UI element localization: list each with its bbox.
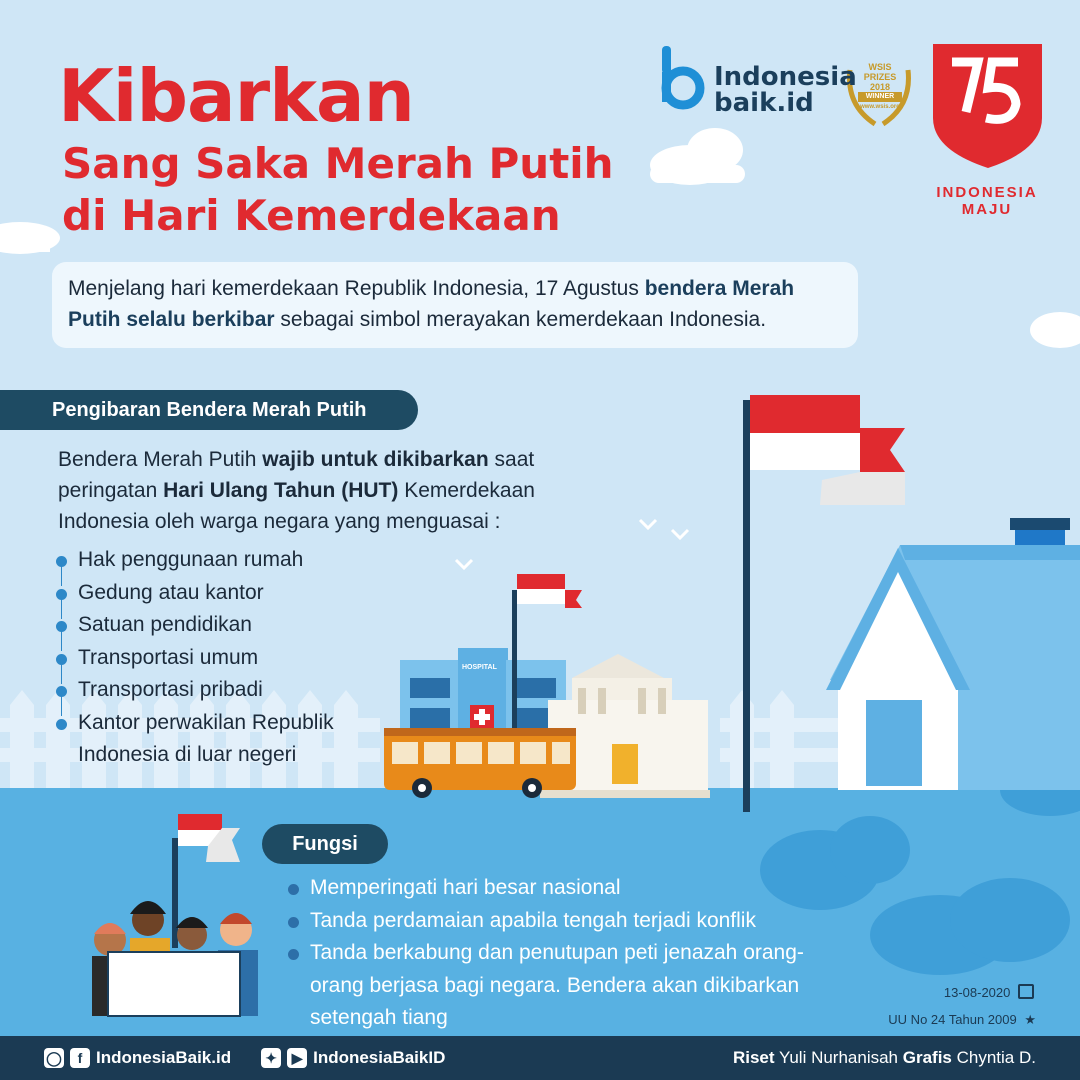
law-info <box>840 1012 1036 1028</box>
list-item: Hak penggunaan rumah <box>56 544 386 577</box>
wsis-award-text <box>858 62 902 112</box>
section1-body <box>58 444 578 537</box>
bus-illustration <box>384 728 576 798</box>
footer-handle-right[interactable]: IndonesiaBaikID <box>313 1048 446 1067</box>
riset-name: Yuli Nurhanisah <box>778 1048 899 1067</box>
indonesia-maju-line2: MAJU <box>961 201 1013 218</box>
title-line-2: Sang Saka Merah Putih <box>62 139 614 188</box>
section1-heading: Pengibaran Bendera Merah Putih <box>0 390 418 430</box>
indonesia-maju-line1: INDONESIA <box>936 184 1038 201</box>
grafis-label: Grafis <box>902 1048 952 1067</box>
title-lines <box>62 138 614 242</box>
intro-text-b: sebagai simbol merayakan kemerdekaan Indonesia. <box>274 308 767 331</box>
facebook-icon[interactable]: f <box>70 1048 90 1068</box>
wsis-url: www.wsis.org <box>860 104 900 110</box>
riset-label: Riset <box>732 1048 775 1067</box>
section1-bold2: Hari Ulang Tahun (HUT) <box>163 479 399 502</box>
footer-handle-left[interactable]: IndonesiaBaik.id <box>96 1048 232 1067</box>
indonesiabaik-logo-text <box>714 64 857 116</box>
section1-list <box>56 544 386 772</box>
logo-text-line2: baik.id <box>714 88 814 118</box>
intro-box <box>52 262 858 348</box>
date-text: 13-08-2020 <box>943 985 1011 1000</box>
footer <box>0 1036 1080 1080</box>
section1-body-b: saat peringatan <box>58 448 535 502</box>
wsis-line4: WINNER <box>858 92 902 102</box>
footer-social <box>44 1048 445 1068</box>
youtube-icon[interactable]: ▶ <box>287 1048 307 1068</box>
list-item: Gedung atau kantor <box>56 577 386 610</box>
wsis-line1: WSIS <box>868 62 892 72</box>
instagram-icon[interactable]: ◯ <box>44 1048 64 1068</box>
wsis-line2: PRIZES <box>863 72 897 82</box>
grafis-name: Chyntia D. <box>956 1048 1036 1067</box>
section1-body-a: Bendera Merah Putih <box>58 448 263 471</box>
list-item: Memperingati hari besar nasional <box>288 872 808 905</box>
house-illustration <box>826 518 1080 790</box>
calendar-icon <box>1018 984 1034 999</box>
pin-icon: ★ <box>1024 1012 1036 1027</box>
title-line-3: di Hari Kemerdekaan <box>62 191 561 240</box>
list-item: Tanda perdamaian apabila tengah terjadi konflik <box>288 905 808 938</box>
section2-heading: Fungsi <box>262 824 388 864</box>
law-text: UU No 24 Tahun 2009 <box>888 1012 1017 1027</box>
section2-list <box>288 872 808 1035</box>
date-info <box>900 984 1034 1000</box>
intro-bold: bendera Merah Putih selalu berkibar <box>68 277 795 331</box>
list-item: Transportasi pribadi <box>56 674 386 707</box>
section1-bold1: wajib untuk dikibarkan <box>262 448 489 471</box>
indonesia-maju-text <box>920 184 1054 218</box>
list-item: Satuan pendidikan <box>56 609 386 642</box>
indonesia-maju-logo <box>933 44 1042 168</box>
wsis-line3: 2018 <box>869 82 891 92</box>
list-item: Transportasi umum <box>56 642 386 675</box>
footer-credits <box>733 1048 1036 1068</box>
intro-text-a: Menjelang hari kemerdekaan Republik Indonesia, 17 Agustus <box>68 277 645 300</box>
section1-body-c: Kemerdekaan Indonesia oleh warga negara yang menguasai : <box>58 479 535 533</box>
indonesiabaik-logo-mark <box>662 46 700 105</box>
list-item: Tanda berkabung dan penutupan peti jenazah orang-orang berjasa bagi negara. Bendera akan dikibarkan setengah tiang <box>288 937 808 1035</box>
list-item: Kantor perwakilan Republik Indonesia di luar negeri <box>56 707 386 772</box>
hospital-label: HOSPITAL <box>462 664 497 671</box>
logo-text-line1: Indonesia <box>714 62 857 92</box>
twitter-icon[interactable]: ✦ <box>261 1048 281 1068</box>
title-line-1: Kibarkan <box>58 54 414 138</box>
